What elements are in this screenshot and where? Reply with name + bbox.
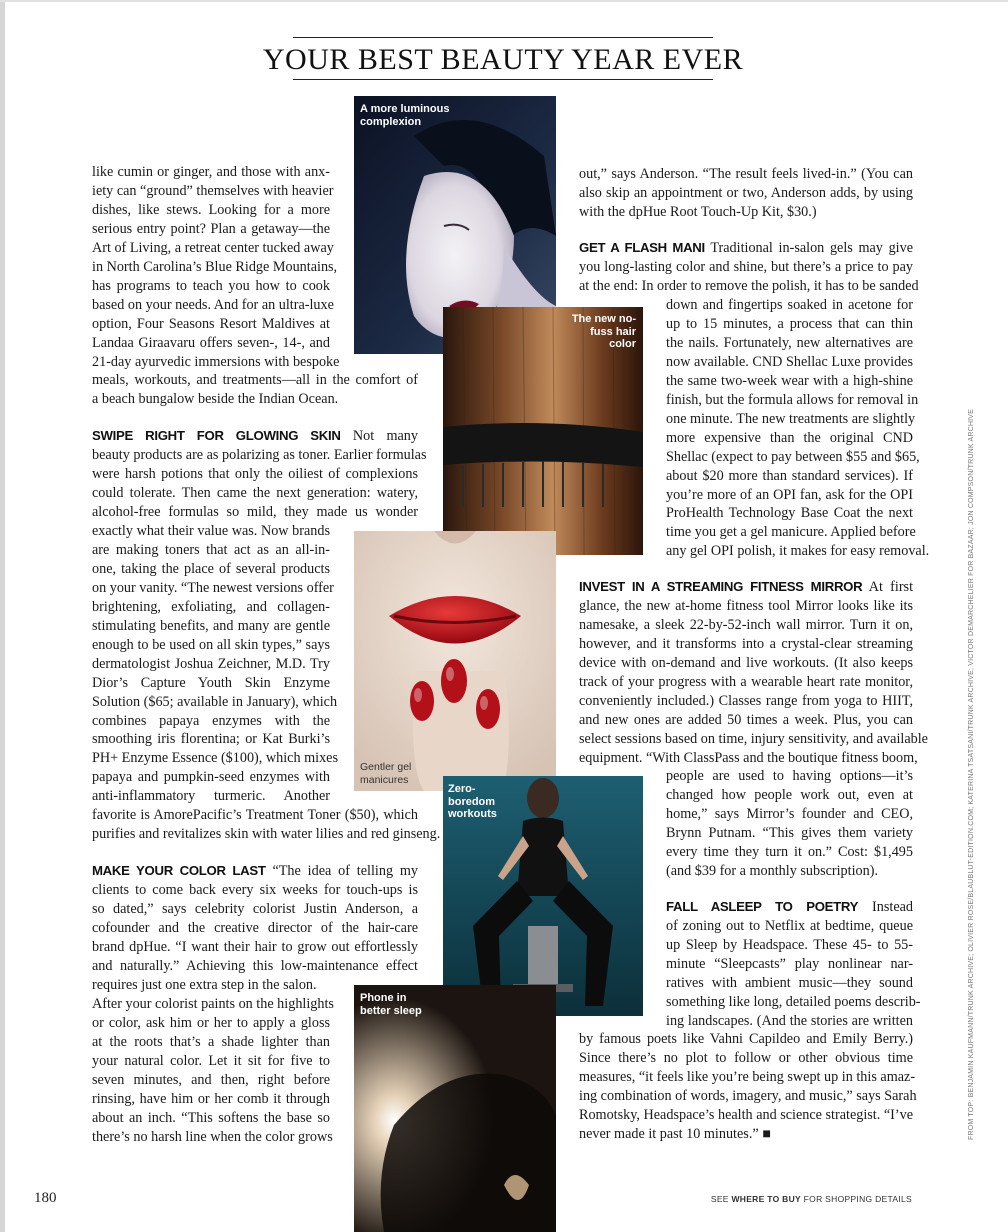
text-line: cofounder and the creative director of the hair-care (92, 919, 418, 936)
text-line: PH+ Enzyme Essence ($100), which mixes (92, 750, 338, 767)
text-line: track of your progress with a wearable heart rate monitor, (579, 673, 913, 690)
text-line: Shellac (expect to pay between $55 and $65, (666, 448, 920, 465)
text-line: are making toners that act as an all-in- (92, 541, 330, 558)
text-line: clients to come back every six weeks for touch-ups is (92, 881, 418, 898)
caption-workout-text: Zero-boredom workouts (448, 783, 497, 820)
text-line: now available. CND Shellac Luxe provides (666, 353, 913, 370)
text-line: time you get a gel manicure. Applied before (666, 524, 916, 541)
text-line: however, and it transforms into a crystal-clear streaming (579, 635, 913, 652)
caption-sleep (360, 992, 430, 1017)
sleep-illustration (354, 985, 556, 1232)
section-color-narrow (92, 995, 334, 1147)
text-line: a beach bungalow beside the Indian Ocean. (92, 390, 339, 407)
text-line: by famous poets like Vahni Capildeo and Emily Berry.) (579, 1031, 913, 1047)
text-line: there’s no harsh line when the color grows (92, 1128, 333, 1145)
text-line: and new ones are added 50 times a week. Plus, you can (579, 711, 913, 728)
left-intro-narrow (92, 163, 340, 371)
text-line: one, taking the place of several products (92, 560, 330, 577)
text-line: the same two-week wear with a high-shine (666, 372, 913, 389)
text-line: more expensive than the original CND (666, 429, 913, 446)
text-line: exactly what their value was. Now brands (92, 523, 330, 539)
text-line: home,” says Mirror’s founder and CEO, (666, 805, 913, 822)
section-mirror-narrow (666, 767, 913, 881)
text-line: dermatologist Joshua Zeichner, M.D. Try (92, 655, 330, 672)
text-line: you long-lasting color and shine, but there’s a price to pay (579, 258, 913, 275)
text-line: out,” says Anderson. “The result feels lived-in.” (You can (579, 166, 913, 182)
text-line: purifies and revitalizes skin with water lilies and red ginseng. (92, 825, 441, 842)
text-line: like cumin or ginger, and those with anx- (92, 164, 330, 180)
text-line: alcohol-free formulas so mild, they made us wonder (92, 503, 418, 520)
text-line: minute “Sleepcasts” play nonlinear nar- (666, 955, 913, 972)
text-line: Art of Living, a retreat center tucked away (92, 239, 334, 256)
text-line: stimulating benefits, and many are gentle (92, 617, 330, 634)
text-line: iety can “ground” themselves with heavier (92, 182, 334, 199)
section-mani-narrow (666, 296, 930, 561)
section-poetry (666, 898, 921, 1031)
section-mani (579, 239, 919, 296)
text-line: equipment. “With ClassPass and the boutique fitness boom, (579, 749, 918, 766)
text-line: were harsh potions that only the oiliest of complexions (92, 465, 418, 482)
text-line: At first (868, 579, 914, 595)
page-headline: YOUR BEST BEAUTY YEAR EVER (262, 43, 744, 76)
text-line: never made it past 10 minutes.” ■ (579, 1125, 771, 1142)
text-line: could tolerate. Then came the next generation: watery, (92, 484, 418, 501)
photo-credit: FROM TOP: BENJAMIN KAUFMANN/TRUNK ARCHIVE; OLIVIER ROSE/BLAUBLUT-EDITION.COM; KATERINA TSATSANI/TRUNK ARCHIVE; VICTOR DEMARCHELIER FOR BAZAAR; JON COMPSON/TRUNK ARCHIVE (968, 409, 975, 1140)
text-line: papaya and pumpkin-seed enzymes with (92, 769, 330, 786)
text-line: ratives with ambient music—they sound (666, 974, 913, 991)
shopping-footnote (711, 1194, 912, 1204)
text-line: up Sleep by Headspace. These 45- to 55- (666, 936, 913, 953)
text-line: requires just one extra step in the salon. (92, 976, 317, 993)
text-line: and naturally.” Achieving this low-maintenance effect (92, 957, 418, 974)
section-color (92, 862, 418, 995)
text-line: the nails. Fortunately, new alternatives are (666, 334, 913, 351)
text-line: dishes, like stews. Looking for a more (92, 201, 330, 218)
caption-manicure-text: Gentler gel manicures (360, 761, 412, 786)
text-line: one minute. The new treatments are slightly (666, 410, 916, 427)
text-line: Instead (872, 899, 914, 915)
footnote-pre: SEE (710, 1194, 732, 1204)
text-line: measures, “it feels like you’re being swept up in this amaz- (579, 1068, 916, 1085)
footnote-post: FOR SHOPPING DETAILS (801, 1194, 912, 1204)
text-line: about an inch. “This softens the base so (92, 1109, 330, 1126)
text-line: smoothing iris florentina; or Kat Burki’s (92, 731, 330, 748)
text-line: Not many (352, 428, 418, 444)
text-line: serious entry point? Plan a getaway—the (92, 220, 330, 237)
page-number: 180 (34, 1190, 57, 1206)
text-line: glance, the new at-home fitness tool Mirror looks like its (579, 597, 913, 614)
text-line: Solution ($65; available in January), which (92, 693, 338, 710)
text-line: beauty products are as polarizing as toner. Earlier formulas (92, 446, 427, 463)
caption-hair-text: The new no-fuss hair color (571, 313, 636, 350)
photo-sleep (354, 985, 556, 1232)
caption-hair (566, 313, 636, 351)
text-line: “The idea of telling my (272, 863, 419, 879)
section-toner (92, 427, 427, 522)
text-line: with the dpHue Root Touch-Up Kit, $30.) (579, 203, 817, 220)
text-line: ProHealth Technology Base Coat the next (666, 505, 913, 522)
section-heading-poetry: FALL ASLEEP TO POETRY (666, 899, 859, 914)
text-line: ing combination of words, imagery, and music,” says Sarah (579, 1087, 917, 1104)
text-line: people are used to having options—it’s (666, 768, 913, 784)
photo-manicure (354, 531, 556, 791)
headline-rule-top (293, 37, 713, 38)
text-line: at the end: In order to remove the polish, it has to be sanded (579, 277, 919, 294)
caption-complexion-text: A more luminous complexion (360, 103, 450, 128)
text-line: changed how people work out, even at (666, 786, 913, 803)
caption-workout (448, 783, 518, 821)
text-line: anti-inflammatory turmeric. Another (92, 788, 330, 805)
section-heading-toner: SWIPE RIGHT FOR GLOWING SKIN (92, 428, 341, 443)
section-heading-color: MAKE YOUR COLOR LAST (92, 863, 266, 878)
section-heading-mani: GET A FLASH MANI (579, 240, 705, 255)
text-line: something like long, detailed poems describ- (666, 993, 921, 1010)
text-line: rinsing, have him or her comb it through (92, 1090, 330, 1107)
text-line: namesake, a sleek 22-by-52-inch wall mirror. Turn it on, (579, 616, 913, 633)
text-line: any gel OPI polish, it makes for easy removal. (666, 543, 930, 560)
text-line: option, Four Seasons Resort Maldives at (92, 315, 330, 332)
section-heading-mirror: INVEST IN A STREAMING FITNESS MIRROR (579, 579, 863, 594)
text-line: conveniently included.) Classes range from yoga to HIIT, (579, 692, 913, 709)
text-line: so dated,” says celebrity colorist Justin Anderson, a (92, 900, 418, 917)
section-mirror (579, 578, 928, 768)
text-line: brightening, exfoliating, and collagen- (92, 598, 330, 615)
headline-rule-bottom (293, 79, 713, 80)
text-line: you’re more of an OPI fan, ask for the OPI (666, 486, 913, 503)
text-line: Landaa Giraavaru offers seven-, 14-, and (92, 334, 330, 351)
text-line: Since there’s no plot to follow or other obvious time (579, 1049, 913, 1066)
section-poetry-wide (579, 1030, 917, 1144)
text-line: finish, but the formula allows for removal in (666, 391, 919, 408)
text-line: or color, ask him or her to apply a gloss (92, 1014, 330, 1031)
caption-sleep-text: Phone in better sleep (360, 992, 422, 1017)
text-line: enough to be used on all skin types,” says (92, 636, 330, 653)
text-line: 21-day ayurvedic immersions with bespoke (92, 353, 340, 370)
text-line: of zoning out to Netflix at bedtime, queue (666, 917, 913, 934)
text-line: ing landscapes. (And the stories are written (666, 1012, 913, 1029)
text-line: (and $39 for a monthly subscription). (666, 862, 878, 879)
text-line: favorite is AmorePacific’s Treatment Toner ($50), which (92, 807, 418, 823)
text-line: about $20 more than standard services). If (666, 467, 913, 484)
text-line: select sessions based on time, injury sensitivity, and available (579, 730, 928, 747)
section-toner-wide (92, 806, 441, 844)
caption-complexion (360, 103, 450, 128)
text-line: Brynn Putnam. “This gives them variety (666, 824, 913, 841)
page-edge (0, 0, 5, 1232)
text-line: your natural color. Let it sit for five to (92, 1052, 330, 1069)
text-line: After your colorist paints on the highlights (92, 996, 334, 1012)
left-intro-wide (92, 371, 418, 409)
text-line: based on your needs. And for an ultra-luxe (92, 296, 334, 313)
text-line: also skip an appointment or two, Anderson adds, by using (579, 184, 913, 201)
text-line: brand dpHue. “I want their hair to grow out effortlessly (92, 938, 418, 955)
caption-manicure (360, 761, 430, 786)
text-line: Traditional in-salon gels may give (710, 240, 914, 256)
manicure-illustration (354, 531, 556, 791)
right-continued (579, 165, 913, 222)
text-line: at the roots that’s a shade lighter than (92, 1033, 330, 1050)
text-line: on your vanity. “The newest versions offer (92, 579, 334, 596)
text-line: Romotsky, Headspace’s health and science strategist. “I’ve (579, 1106, 913, 1123)
text-line: up to 15 minutes, a process that can thin (666, 315, 913, 332)
text-line: meals, workouts, and treatments—all in the comfort of (92, 372, 418, 388)
text-line: has programs to teach you how to cook (92, 277, 330, 294)
text-line: device with on-demand and live workouts. (It also keeps (579, 654, 913, 671)
page-edge-top (0, 0, 1008, 2)
footnote-bold: WHERE TO BUY (731, 1194, 801, 1204)
text-line: Dior’s Capture Youth Skin Enzyme (92, 674, 330, 691)
text-line: seven minutes, and then, right before (92, 1071, 330, 1088)
text-line: down and fingertips soaked in acetone for (666, 297, 913, 313)
text-line: every time they turn it on.” Cost: $1,495 (666, 843, 913, 860)
section-toner-narrow (92, 522, 338, 806)
text-line: in North Carolina’s Blue Ridge Mountains, (92, 258, 338, 275)
text-line: combines papaya enzymes with the (92, 712, 330, 729)
